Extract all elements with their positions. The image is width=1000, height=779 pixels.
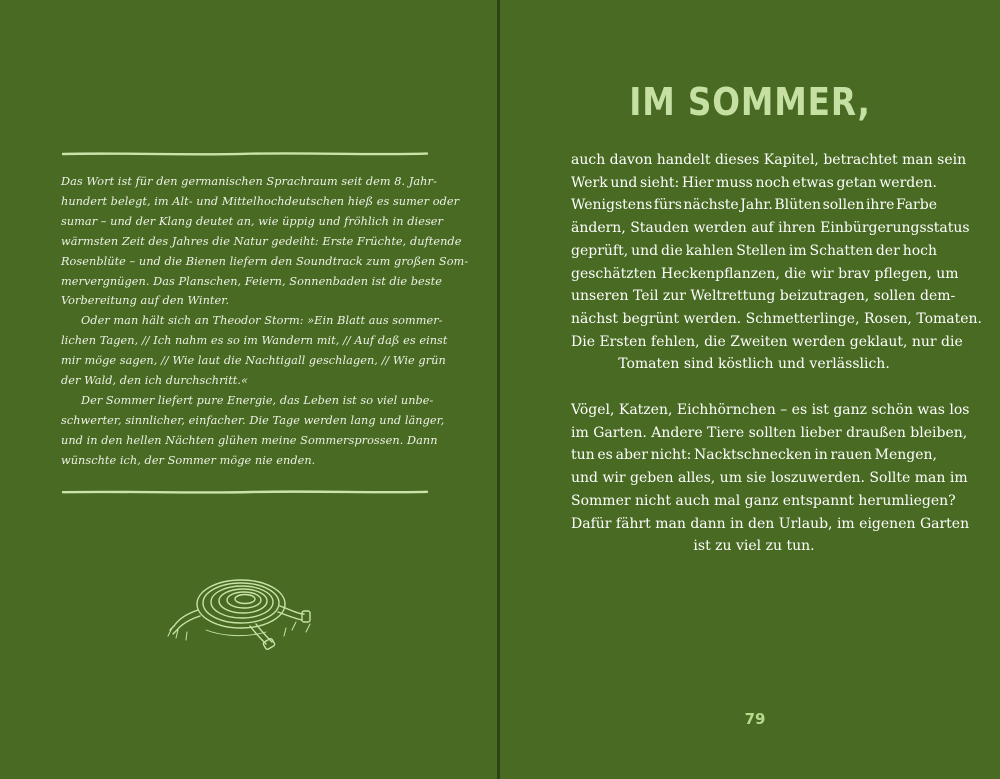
quote-line: Vorbereitung auf den Winter. <box>61 294 230 308</box>
quote-line: wärmsten Zeit des Jahres die Natur gedeiht: Erste Früchte, duftende <box>61 234 462 248</box>
line-text: Die Ersten fehlen, die Zweiten werden geklaut, nur die <box>571 333 963 350</box>
quote-line: lichen Tagen, // Ich nahm es so im Wandern mit, // Auf daß es einst <box>61 334 448 348</box>
body-line <box>571 399 970 422</box>
line-text: nächst begrünt werden. Schmetterlinge, Rosen, Tomaten. <box>571 310 983 327</box>
line-text: und wir geben alles, um sie loszuwerden. Sollte man im <box>571 470 968 487</box>
quote-line: Oder man hält sich an Theodor Storm: »Ein Blatt aus sommer- <box>81 314 443 328</box>
body-line <box>571 513 970 536</box>
line-text: Wenigstens fürs nächste Jahr. Blüten sollen ihre Farbe <box>571 197 937 214</box>
line-text: unseren Teil zur Weltrettung beizutragen, sollen dem- <box>571 288 956 305</box>
garden-hose-illustration <box>166 570 316 650</box>
line-text: im Garten. Andere Tiere sollten lieber draußen bleiben, <box>571 424 968 441</box>
quote-line: wünschte ich, der Sommer möge nie enden. <box>61 453 316 467</box>
quote-line: hundert belegt, im Alt- und Mittelhochdeutschen hieß es sumer oder <box>61 194 460 208</box>
line-text: auch davon handelt dieses Kapitel, betrachtet man sein <box>571 152 967 168</box>
line-text: Werk und sieht: Hier muss noch etwas getan werden. <box>571 174 937 191</box>
line-text: ändern, Stauden werden auf ihren Einbürgerungsstatus <box>571 220 970 237</box>
sidebar-quote <box>61 172 469 471</box>
chapter-headline: IM SOMMER, <box>629 80 871 124</box>
body-line <box>571 149 967 172</box>
line-text: tun es aber nicht: Nacktschnecken in rauen Mengen, <box>571 447 937 464</box>
line-text: Vögel, Katzen, Eichhörnchen – es ist ganz schön was los <box>571 402 970 418</box>
quote-line: Das Wort ist für den germanischen Sprachraum seit dem 8. Jahr- <box>61 175 437 188</box>
quote-line: der Wald, den ich durchschritt.« <box>61 374 248 388</box>
line-text: geschätzten Heckenpflanzen, die wir brav pflegen, um <box>571 265 959 282</box>
body-line <box>571 194 937 217</box>
body-line <box>571 263 959 286</box>
body-line <box>571 331 963 354</box>
body-line <box>571 444 937 467</box>
line-text: Sommer nicht auch mal ganz entspannt herumliegen? <box>571 492 956 509</box>
body-line <box>571 217 970 240</box>
body-paragraph-1 <box>571 149 983 376</box>
body-line <box>571 285 956 308</box>
quote-line: mir möge sagen, // Wie laut die Nachtigall geschlagen, // Wie grün <box>61 354 446 368</box>
body-line <box>571 490 956 513</box>
body-line: Tomaten sind köstlich und verlässlich. <box>618 356 890 373</box>
body-line <box>571 308 983 331</box>
quote-line: schwerter, sinnlicher, einfacher. Die Tage werden lang und länger, <box>61 413 445 427</box>
body-line <box>571 422 968 445</box>
line-text: geprüft, und die kahlen Stellen im Schatten der hoch <box>571 242 937 259</box>
body-paragraph-2 <box>571 399 970 558</box>
quote-line: Rosenblüte – und die Bienen liefern den Soundtrack zum großen Som- <box>61 254 469 268</box>
quote-line: sumar – und der Klang deutet an, wie üppig und fröhlich in dieser <box>61 214 443 228</box>
quote-line: und in den hellen Nächten glühen meine Sommersprossen. Dann <box>61 433 438 447</box>
body-line <box>571 467 968 490</box>
quote-line: mervergnügen. Das Planschen, Feiern, Sonnenbaden ist die beste <box>61 274 442 288</box>
quote-line: Der Sommer liefert pure Energie, das Leben ist so viel unbe- <box>81 393 434 407</box>
line-text: Dafür fährt man dann in den Urlaub, im eigenen Garten <box>571 515 970 532</box>
body-line <box>571 172 937 195</box>
bottom-rule <box>62 488 428 496</box>
body-line: ist zu viel zu tun. <box>693 538 815 555</box>
body-line <box>571 240 937 263</box>
top-rule <box>62 150 428 158</box>
page-number: 79 <box>744 710 766 728</box>
